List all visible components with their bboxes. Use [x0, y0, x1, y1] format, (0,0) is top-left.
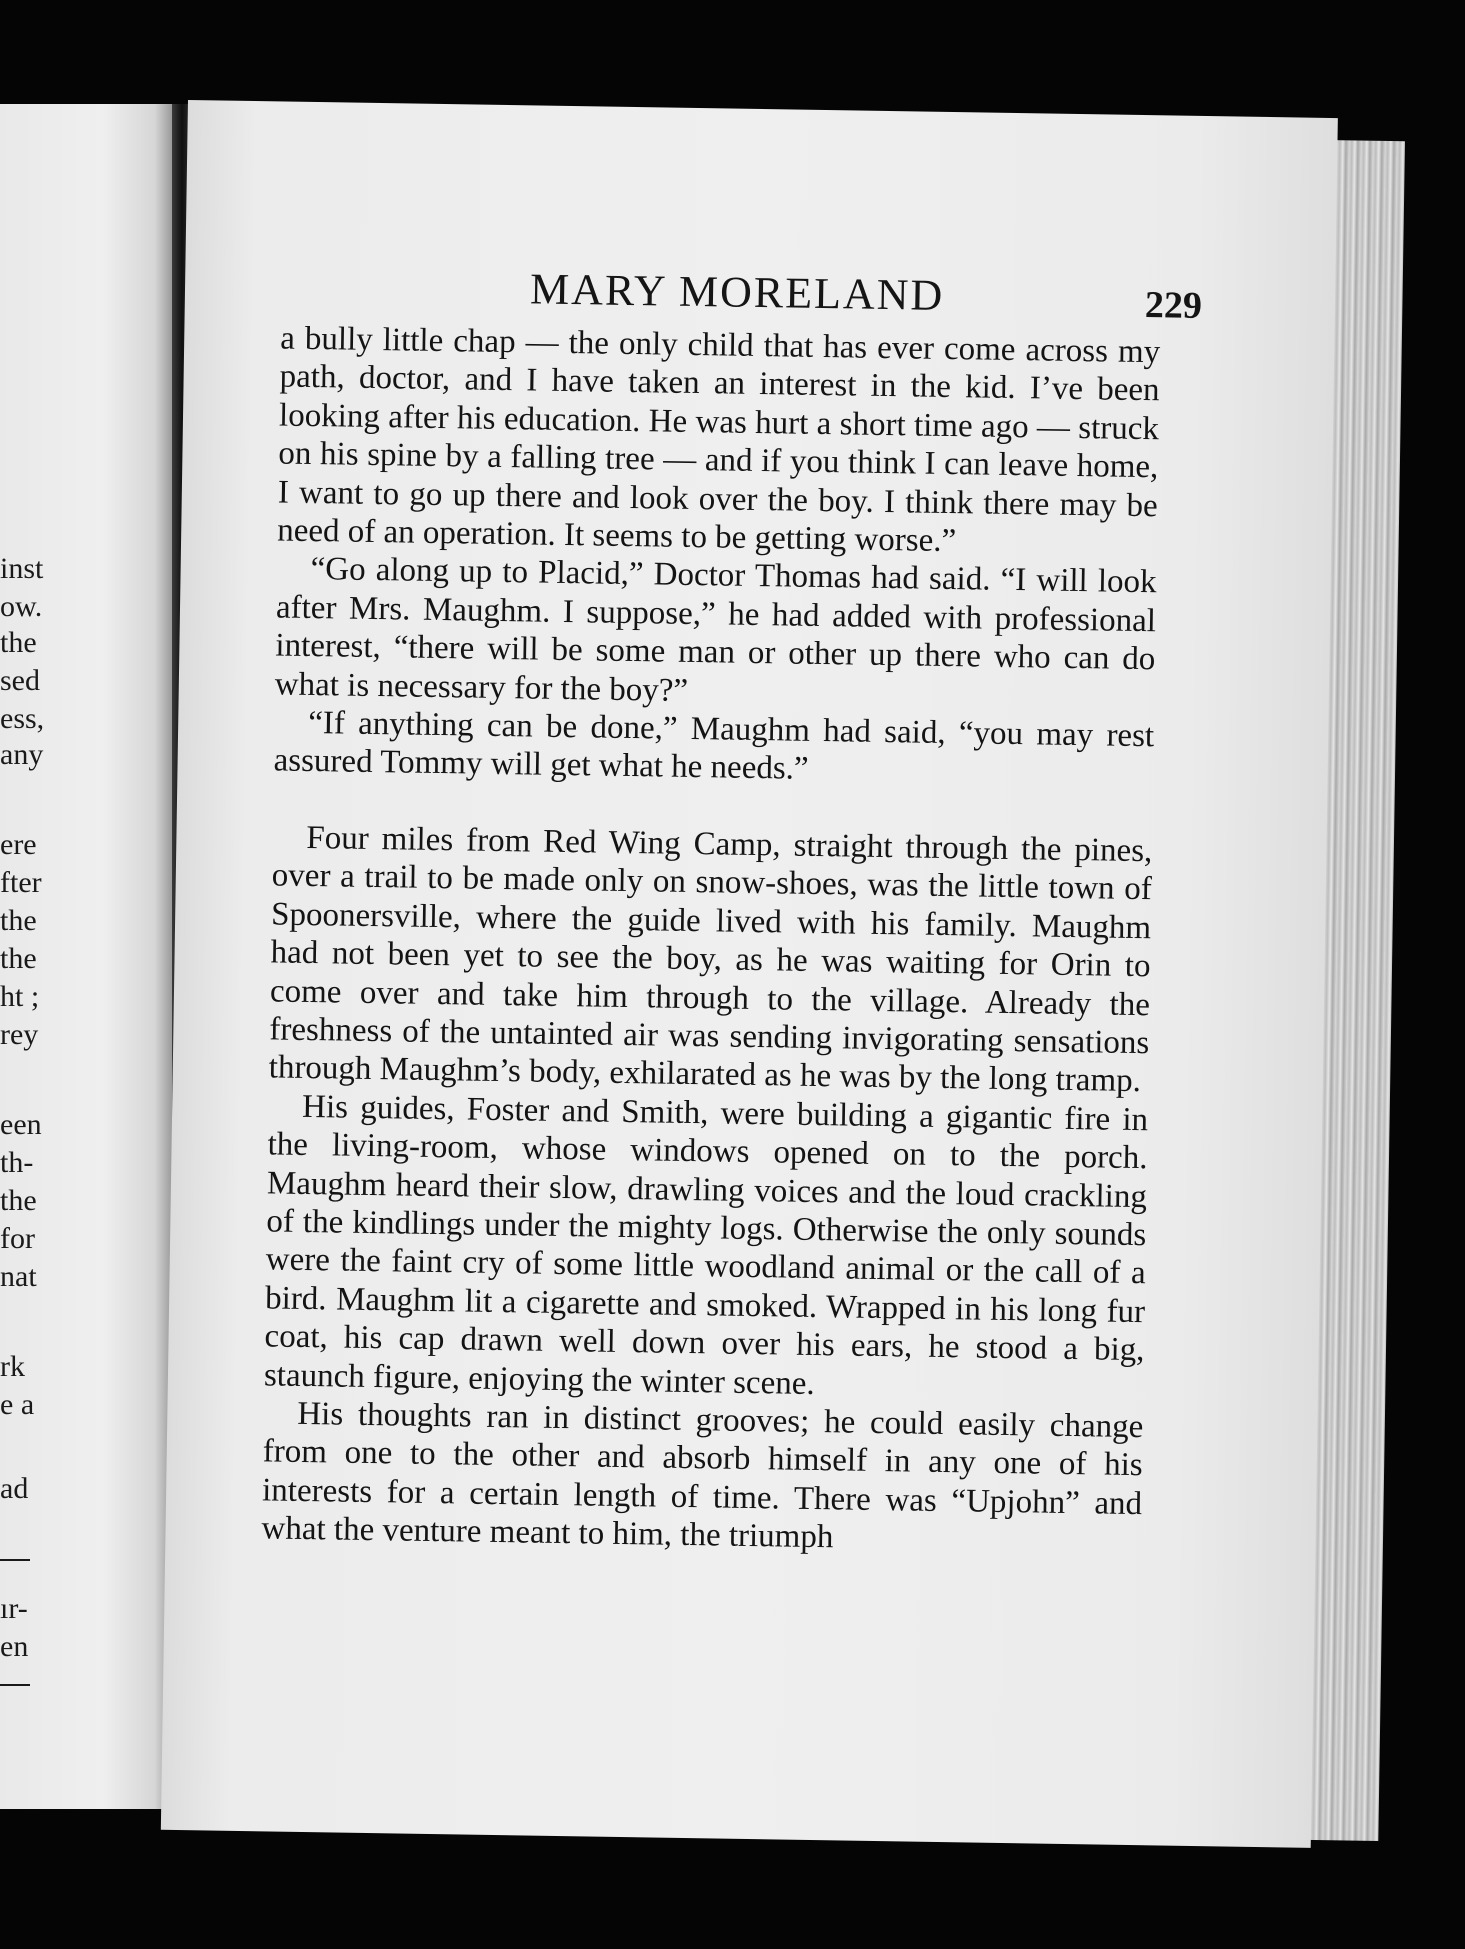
left-line-fragment: fter: [0, 866, 42, 899]
paragraph: “If anything can be done,” Maughm had said, “you may rest assured Tommy will get what he needs.”: [273, 705, 1155, 788]
left-line-fragment: sed: [0, 664, 40, 697]
paragraph: Four miles from Red Wing Camp, straight through the pines, over a trail to be made only on snow-shoes, was the little town of Spoonersville, where the guide lived with his family. Maughm had not been yet to see the boy, as he was waiting for Orin to come over and take him through to the village. Already the freshness of the untainted air was sending invigorating sensations through Maughm’s body, exhilarated as he was by the long tramp.: [268, 819, 1153, 1100]
left-line-fragment: ow.: [0, 590, 43, 623]
left-line-fragment: en: [0, 1630, 29, 1663]
left-line-fragment: ess,: [0, 702, 45, 735]
left-line-fragment: ad: [0, 1472, 29, 1505]
left-line-fragment: ere: [0, 828, 37, 861]
page-number: 229: [1144, 284, 1203, 327]
paragraph: His guides, Foster and Smith, were building a gigantic fire in the living-room, whose windows opened on to the porch. Maughm heard their slow, drawling voices and the loud crackling of the kindlings under the mighty logs. Otherwise the only sounds were the faint cry of some little woodland animal or the call of a bird. Maughm lit a cigarette and smoked. Wrapped in his long fur coat, his cap drawn well down over his ears, he stood a big, staunch figure, enjoying the winter scene.: [263, 1088, 1149, 1402]
left-line-fragment: rey: [0, 1018, 39, 1051]
left-line-fragment: any: [0, 738, 44, 771]
left-line-fragment: the: [0, 904, 37, 937]
left-line-fragment: the: [0, 626, 37, 659]
left-line-fragment: the: [0, 942, 37, 975]
left-divider-rule: [0, 1684, 30, 1686]
paragraph: a bully little chap — the only child that has ever come across my path, doctor, and I have taken an interest in the kid. I’ve been looking after his education. He was hurt a short time ago — struck on his spine by a falling tree — and if you think I can leave home, I want to go up there and look over the boy. I think there may be need of an operation. It seems to be getting worse.”: [276, 320, 1161, 560]
left-line-fragment: een: [0, 1108, 42, 1141]
left-line-fragment: the: [0, 1184, 37, 1217]
left-page-fragment: [0, 104, 172, 1809]
paragraph: “Go along up to Placid,” Doctor Thomas had said. “I will look after Mrs. Maughm. I suppose,” he had added with professional interest, “there will be some man or other up there who can do what is necessary for the boy?”: [274, 551, 1157, 709]
left-line-fragment: rk: [0, 1350, 25, 1383]
left-line-fragment: e a: [0, 1388, 35, 1421]
paragraph: His thoughts ran in distinct grooves; he could easily change from one to the other and absorb himself in any one of his interests for a certain length of time. There was “Upjohn” and what the venture meant to him, the triumph: [261, 1395, 1144, 1556]
left-line-fragment: th-: [0, 1146, 34, 1179]
left-line-fragment: for: [0, 1222, 35, 1255]
body-text: [261, 319, 1160, 1561]
left-line-fragment: ht ;: [0, 980, 40, 1013]
left-line-fragment: ır-: [0, 1592, 28, 1625]
left-divider-rule: [0, 1559, 30, 1561]
left-line-fragment: inst: [0, 552, 44, 585]
right-page: [161, 100, 1338, 1848]
left-line-fragment: nat: [0, 1260, 37, 1293]
running-head-title: MARY MORELAND: [529, 264, 945, 320]
